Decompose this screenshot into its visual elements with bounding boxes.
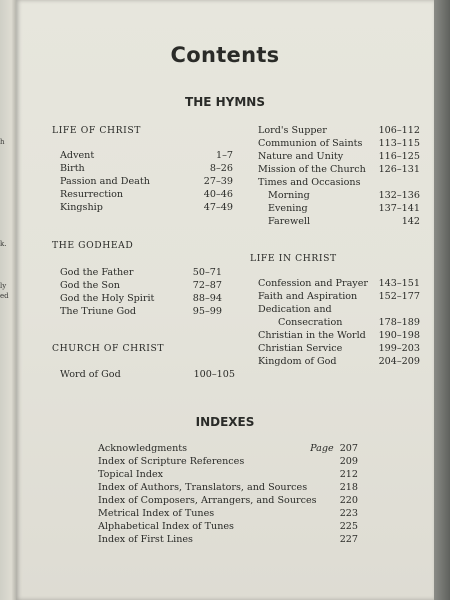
toc-label: Christian in the World — [258, 330, 366, 341]
toc-pages: 8–26 — [209, 163, 233, 174]
index-page: 225 — [339, 521, 358, 532]
margin-fragment: k. — [0, 240, 7, 248]
toc-row[interactable] — [60, 280, 222, 292]
toc-pages: 113–115 — [378, 138, 420, 149]
index-label: Index of Authors, Translators, and Sources — [98, 482, 308, 493]
toc-pages: 126–131 — [378, 164, 420, 175]
toc-label: Kingdom of God — [258, 356, 337, 367]
index-row[interactable] — [98, 495, 358, 507]
toc-label: Christian Service — [258, 343, 343, 354]
toc-row[interactable] — [268, 216, 420, 228]
toc-label: Nature and Unity — [258, 151, 344, 162]
toc-row[interactable] — [60, 150, 233, 162]
category-life-of-christ: LIFE OF CHRIST — [52, 125, 141, 136]
toc-row[interactable] — [60, 189, 233, 201]
index-row[interactable] — [98, 456, 358, 468]
toc-label: Faith and Aspiration — [258, 291, 358, 302]
toc-label: Times and Occasions — [258, 177, 361, 188]
margin-fragment: ed — [0, 292, 9, 300]
toc-pages: 72–87 — [192, 280, 222, 291]
toc-row[interactable] — [258, 330, 420, 342]
toc-pages: 204–209 — [378, 356, 420, 367]
toc-pages: 132–136 — [378, 190, 420, 201]
page-word: Page — [310, 443, 334, 454]
toc-pages: 40–46 — [203, 189, 233, 200]
index-label: Topical Index — [98, 469, 164, 480]
toc-row[interactable] — [258, 304, 420, 316]
toc-label: Mission of the Church — [258, 164, 366, 175]
contents-page — [16, 0, 434, 600]
index-page: 207 — [339, 443, 358, 454]
facing-page-edge — [0, 0, 16, 600]
toc-pages: 143–151 — [378, 278, 420, 289]
toc-label: Farewell — [268, 216, 311, 227]
toc-row[interactable] — [60, 267, 222, 279]
index-row[interactable] — [98, 443, 358, 455]
toc-pages: 152–177 — [378, 291, 420, 302]
index-label: Index of First Lines — [98, 534, 193, 545]
toc-row[interactable] — [258, 343, 420, 355]
index-label: Index of Scripture References — [98, 456, 245, 467]
index-page: 209 — [339, 456, 358, 467]
category-church-of-christ: CHURCH OF CHRIST — [52, 343, 165, 354]
toc-pages: 178–189 — [378, 317, 420, 328]
toc-label: God the Son — [60, 280, 120, 291]
toc-pages: 137–141 — [378, 203, 420, 214]
toc-row[interactable] — [60, 202, 233, 214]
toc-row[interactable] — [258, 138, 420, 150]
toc-row[interactable] — [258, 291, 420, 303]
toc-row[interactable] — [258, 125, 420, 137]
toc-row[interactable] — [258, 356, 420, 368]
toc-pages: 199–203 — [378, 343, 420, 354]
index-label: Alphabetical Index of Tunes — [98, 521, 234, 532]
index-page: 212 — [339, 469, 358, 480]
toc-row[interactable] — [278, 317, 420, 329]
toc-pages: 190–198 — [378, 330, 420, 341]
hymns-heading: THE HYMNS — [185, 95, 265, 109]
toc-row[interactable] — [258, 164, 420, 176]
index-page: 227 — [339, 534, 358, 545]
toc-pages: 50–71 — [192, 267, 222, 278]
toc-row[interactable] — [258, 177, 420, 189]
index-page: 218 — [339, 482, 358, 493]
toc-pages: 95–99 — [192, 306, 222, 317]
toc-label: Lord's Supper — [258, 125, 327, 136]
toc-label: Consecration — [278, 317, 343, 328]
toc-row[interactable] — [60, 176, 233, 188]
toc-label: Morning — [268, 190, 310, 201]
background-edge — [434, 0, 450, 600]
toc-label: Birth — [60, 163, 85, 174]
toc-label: Confession and Prayer — [258, 278, 368, 289]
index-label: Metrical Index of Tunes — [98, 508, 215, 519]
toc-label: The Triune God — [60, 306, 137, 317]
toc-pages: 106–112 — [378, 125, 420, 136]
category-life-in-christ: LIFE IN CHRIST — [250, 253, 337, 264]
toc-pages: 142 — [401, 216, 420, 227]
toc-row[interactable] — [268, 203, 420, 215]
toc-row[interactable] — [258, 151, 420, 163]
toc-pages: 100–105 — [193, 369, 235, 380]
toc-label: Passion and Death — [60, 176, 150, 187]
toc-row[interactable] — [60, 369, 235, 381]
index-row[interactable] — [98, 508, 358, 520]
index-row[interactable] — [98, 482, 358, 494]
toc-label: God the Holy Spirit — [60, 293, 155, 304]
toc-pages: 27–39 — [203, 176, 233, 187]
toc-pages: 47–49 — [203, 202, 233, 213]
toc-row[interactable] — [268, 190, 420, 202]
index-label: Index of Composers, Arrangers, and Sources — [98, 495, 317, 506]
toc-row[interactable] — [60, 163, 233, 175]
toc-label: Word of God — [60, 369, 121, 380]
toc-label: Dedication and — [258, 304, 332, 315]
index-row[interactable] — [98, 469, 358, 481]
toc-pages: 88–94 — [192, 293, 222, 304]
toc-row[interactable] — [60, 306, 222, 318]
toc-label: Evening — [268, 203, 308, 214]
toc-row[interactable] — [258, 278, 420, 290]
index-row[interactable] — [98, 534, 358, 546]
toc-label: Resurrection — [60, 189, 124, 200]
margin-fragment: ly — [0, 282, 7, 290]
toc-pages: 116–125 — [378, 151, 420, 162]
index-page: 223 — [339, 508, 358, 519]
page-title: Contents — [170, 43, 280, 67]
index-page: 220 — [339, 495, 358, 506]
toc-pages: 1–7 — [215, 150, 233, 161]
index-row[interactable] — [98, 521, 358, 533]
toc-label: God the Father — [60, 267, 134, 278]
toc-label: Communion of Saints — [258, 138, 363, 149]
index-label: Acknowledgments — [98, 443, 188, 454]
indexes-heading: INDEXES — [195, 415, 255, 429]
toc-label: Advent — [60, 150, 95, 161]
toc-label: Kingship — [60, 202, 103, 213]
toc-row[interactable] — [60, 293, 222, 305]
margin-fragment: h — [0, 138, 5, 146]
category-the-godhead: THE GODHEAD — [52, 240, 134, 251]
